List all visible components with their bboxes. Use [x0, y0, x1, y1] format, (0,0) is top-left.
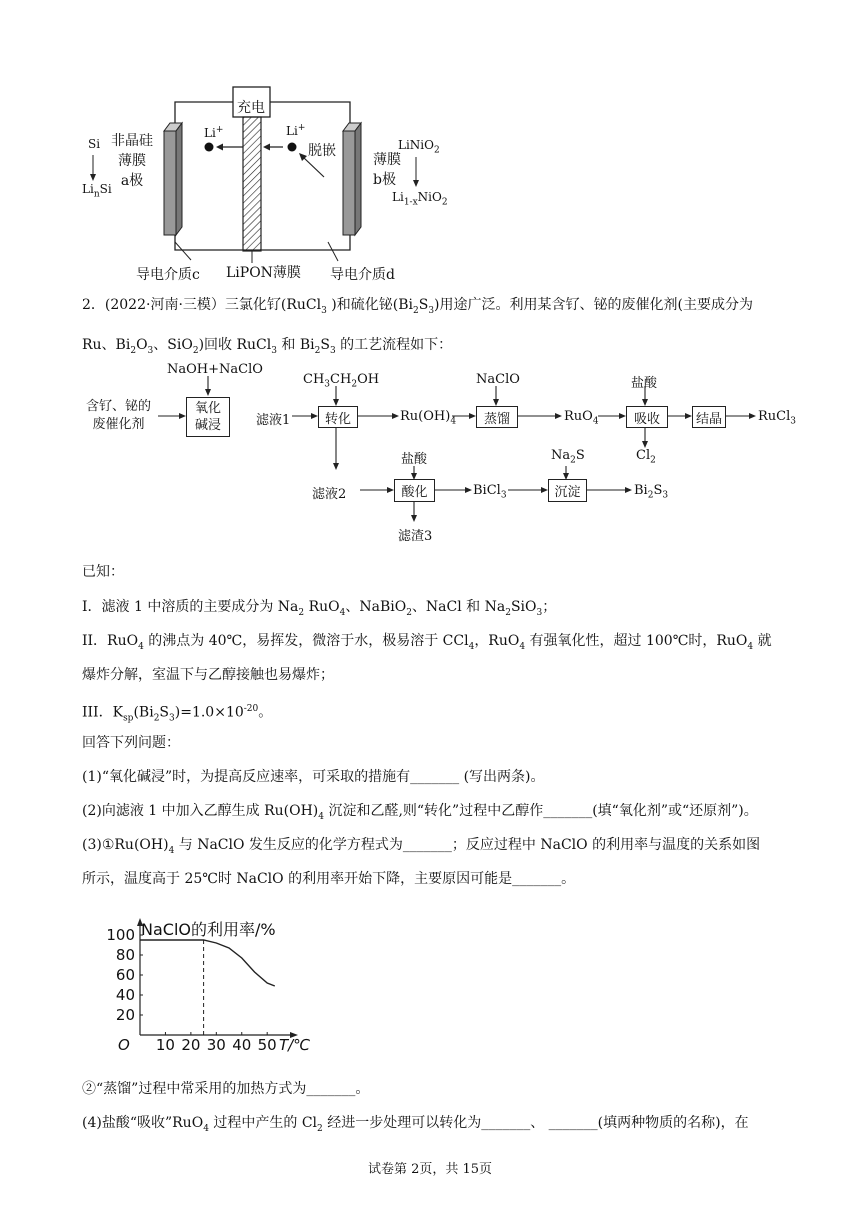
question-3-1: $(3)①Ru(OH)_4$ 与 NaClO 发生反应的化学方程式为_______；反应过程中 NaClO 的利用率与温度的关系如图	[82, 837, 761, 856]
chart-x-tick-label: 50	[257, 1036, 277, 1054]
reagent-hcl-2: 盐酸	[401, 452, 428, 467]
known-item-2b: 爆炸分解，室温下与乙醇接触也易爆炸；	[82, 667, 334, 683]
question-3-2: ②“蒸馏”过程中常采用的加热方式为_______。	[82, 1081, 370, 1097]
si-label: Si	[88, 137, 101, 151]
li1x-label: $Li_{1-x}NiO_2$	[392, 190, 448, 208]
reagent-na2s: $Na_2S$	[551, 448, 585, 466]
question-2: (2)向滤液 1 中加入乙醇生成 $Ru(OH)_4$ 沉淀和乙醛,则“转化”过程中乙醇作_______(填“氧化剂”或“还原剂”)。	[82, 803, 758, 822]
chart-y-tick-label: 100	[106, 926, 135, 944]
bi2s3-label: $Bi_2S_3$	[634, 483, 669, 501]
li-ion-right-label: Li+	[286, 123, 306, 138]
chart-x-tick-label: 40	[232, 1036, 252, 1054]
chart-ylabel: NaClO的利用率/%	[141, 920, 276, 939]
intro-line-1: 2．(2022·河南·三模）三氯化钌(RuCl$_3$ )和硫化铋$(Bi_2S_3)$用途广泛。利用某含钌、铋的废催化剂(主要成分为	[82, 297, 753, 316]
intro-line-2: Ru、$Bi_2O_3$、SiO$_2$)回收 RuCl$_3$ 和 $Bi_2S_3$ 的工艺流程如下：	[82, 336, 453, 356]
known-item-1: I．滤液 1 中溶质的主要成分为 $Na_2$ RuO$_4$、NaBiO$_2$、NaCl 和 $Na_2SiO_3$；	[82, 599, 557, 618]
known-title: 已知：	[82, 564, 124, 580]
li-ion-left-label: Li+	[204, 125, 224, 140]
chart-y-tick-label: 20	[115, 1006, 135, 1024]
bicl3-label: BiCl$_3$	[473, 483, 507, 501]
residue3-label: 滤渣3	[398, 529, 433, 544]
left-film-label: 非晶硅 薄膜 a极	[111, 133, 153, 189]
reagent-hcl-1: 盐酸	[631, 376, 658, 391]
chart-x-tick-label: 20	[181, 1036, 201, 1054]
lipon-label: LiPON薄膜	[226, 265, 301, 281]
question-1: (1)“氧化碱浸”时，为提高反应速率，可采取的措施有_______ (写出两条)。	[82, 769, 545, 785]
question-4: (4)盐酸“吸收”RuO$_4$ 过程中产生的 $Cl_2$ 经进一步处理可以转化为_______、 _______(填两种物质的名称)，在	[82, 1115, 749, 1134]
chart-origin: O	[118, 1036, 130, 1054]
ruo4-label: RuO$_4$	[564, 409, 599, 427]
delithiation-label: 脱嵌	[308, 143, 336, 159]
right-film-label: 薄膜 b极	[373, 152, 401, 188]
chart-xlabel: T/℃	[279, 1036, 311, 1054]
box-crystallize: 结晶	[692, 406, 726, 428]
charge-label: 充电	[237, 100, 265, 116]
chart-y-tick-label: 60	[115, 966, 135, 984]
page-footer: 试卷第 2页，共 15页	[367, 1162, 493, 1177]
chart-y-tick-label: 40	[115, 986, 135, 1004]
chart-x-tick-label: 30	[206, 1036, 226, 1054]
filtrate2-label: 滤液2	[312, 487, 347, 502]
reagent-naoh-naclo: NaOH+NaClO	[167, 362, 263, 377]
answer-prompt: 回答下列问题：	[82, 735, 180, 751]
ruoh4-label: $Ru(OH)_4$	[400, 409, 457, 427]
medium-d-label: 导电介质d	[330, 267, 395, 283]
known-item-2: II．RuO$_4$ 的沸点为 40℃，易挥发，微溶于水，极易溶于 CCl$_4$，RuO$_4$ 有强氧化性，超过 100℃时，RuO$_4$ 就	[82, 633, 772, 652]
linio2-label: LiNiO$_2$	[398, 138, 440, 156]
linsi-label: $Li_nSi$	[82, 182, 112, 200]
naclo-utilization-chart	[100, 910, 330, 1060]
box-convert: 转化	[318, 406, 358, 428]
box-distill: 蒸馏	[476, 406, 518, 428]
box-oxidation-leach: 氧化 碱浸	[186, 397, 230, 437]
medium-c-label: 导电介质c	[136, 267, 200, 283]
filtrate1-label: 滤液1	[256, 413, 291, 428]
flow-arrows	[0, 0, 860, 560]
reagent-ethanol: $CH_3CH_2OH$	[303, 372, 380, 390]
cl2-label: $Cl_2$	[636, 448, 656, 466]
box-acidify: 酸化	[394, 479, 435, 502]
known-item-3: III．$K_{sp}(Bi_2S_3)=1.0\times 10^{-20}$。	[82, 704, 273, 724]
chart-series-line	[140, 940, 275, 986]
feed-label: 含钌、铋的 废催化剂	[86, 399, 152, 432]
chart-x-tick-label: 10	[155, 1036, 175, 1054]
box-precipitate: 沉淀	[548, 479, 587, 502]
rucl3-label: RuCl$_3$	[758, 409, 796, 427]
question-3-1b: 所示，温度高于 25℃时 NaClO 的利用率开始下降，主要原因可能是_______。	[82, 871, 576, 887]
box-absorb: 吸收	[626, 406, 668, 428]
chart-y-tick-label: 80	[115, 946, 135, 964]
reagent-naclo: NaClO	[476, 372, 520, 387]
